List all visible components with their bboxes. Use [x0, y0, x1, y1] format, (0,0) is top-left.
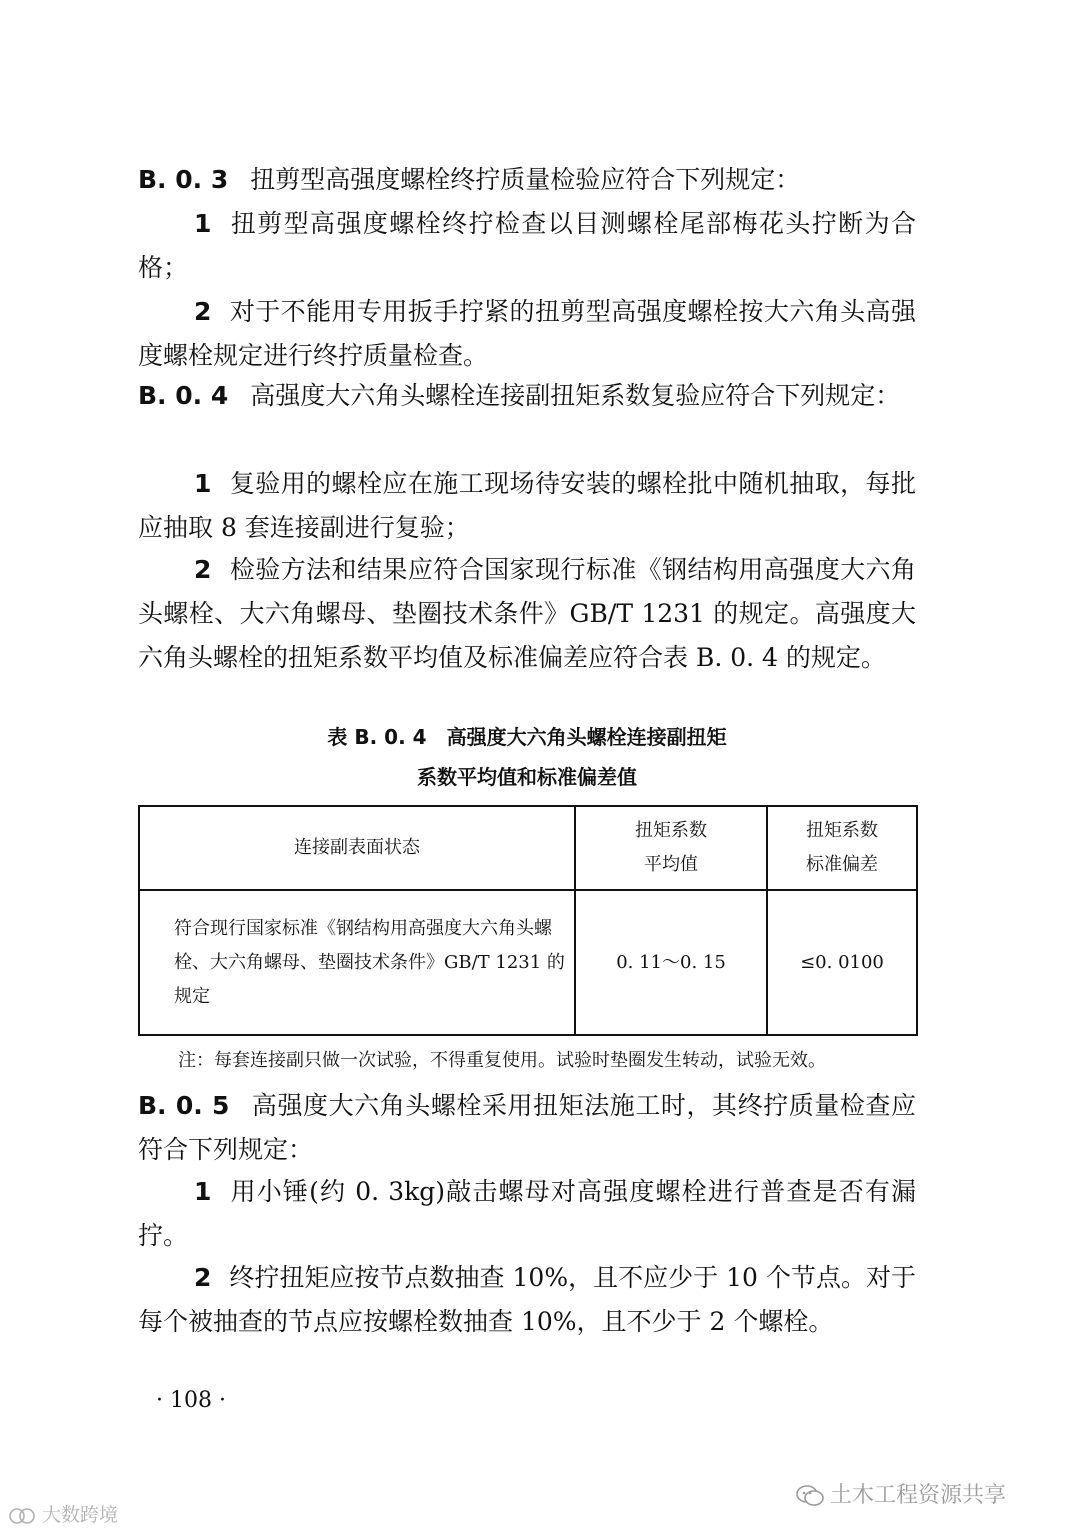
item-text: 扭剪型高强度螺栓终拧检查以目测螺栓尾部梅花头拧断为合格； — [138, 209, 916, 282]
item-text: 复验用的螺栓应在施工现场待安装的螺栓批中随机抽取，每批应抽取 8 套连接副进行复验； — [138, 469, 916, 542]
item-number: 1 — [194, 469, 212, 498]
table-row — [139, 890, 917, 1035]
header-stddev-line-1: 扭矩系数 — [806, 820, 878, 841]
item-number: 1 — [194, 209, 212, 238]
table-caption-line-2: 系数平均值和标准偏差值 — [417, 765, 637, 789]
table-note: 注：每套连接副只做一次试验，不得重复使用。试验时垫圈发生转动，试验无效。 — [178, 1050, 826, 1071]
item-text: 检验方法和结果应符合国家现行标准《钢结构用高强度大六角头螺栓、大六角螺母、垫圈技术条件》GB/T 1231 的规定。高强度大六角头螺栓的扭矩系数平均值及标准偏差应符合表 B. 0. 4 的规定。 — [138, 555, 916, 672]
clause-b05-item-2 — [138, 1256, 916, 1344]
item-number: 2 — [194, 297, 212, 326]
item-text: 对于不能用专用扳手拧紧的扭剪型高强度螺栓按大六角头高强度螺栓规定进行终拧质量检查。 — [138, 297, 916, 370]
watermark-right-text: 土木工程资源共享 — [830, 1483, 1007, 1508]
clause-b05 — [138, 1084, 916, 1172]
clause-label: B. 0. 4 — [138, 381, 229, 410]
clause-text: 高强度大六角头螺栓连接副扭矩系数复验应符合下列规定： — [250, 381, 901, 410]
watermark-logo-icon — [8, 1505, 36, 1527]
clause-b03-item-1 — [138, 202, 916, 290]
cell-stddev: ≤0. 0100 — [767, 890, 917, 1035]
item-text: 用小锤(约 0. 3kg)敲击螺母对高强度螺栓进行普查是否有漏拧。 — [138, 1177, 916, 1250]
table-header-row — [139, 806, 917, 890]
clause-b03 — [138, 158, 916, 202]
torque-coefficient-table — [138, 805, 918, 1036]
clause-label: B. 0. 5 — [138, 1091, 230, 1120]
clause-b03-item-2 — [138, 290, 916, 378]
header-mean-line-1: 扭矩系数 — [635, 820, 707, 841]
clause-b04 — [138, 374, 916, 418]
cell-mean: 0. 11～0. 15 — [575, 890, 767, 1035]
wechat-icon — [796, 1485, 824, 1507]
header-mean — [575, 806, 767, 890]
clause-b04-item-1 — [138, 462, 916, 550]
item-number: 2 — [194, 555, 212, 584]
cell-surface-condition: 符合现行国家标准《钢结构用高强度大六角头螺栓、大六角螺母、垫圈技术条件》GB/T 1231 的规定 — [139, 890, 575, 1035]
clause-text: 扭剪型高强度螺栓终拧质量检验应符合下列规定： — [250, 165, 801, 194]
header-stddev-line-2: 标准偏差 — [806, 854, 878, 875]
header-stddev — [767, 806, 917, 890]
item-number: 2 — [194, 1263, 212, 1292]
header-surface-condition: 连接副表面状态 — [139, 806, 575, 890]
clause-b05-item-1 — [138, 1170, 916, 1258]
header-mean-line-2: 平均值 — [644, 854, 698, 875]
table-caption-line-1: 表 B. 0. 4 高强度大六角头螺栓连接副扭矩 — [327, 725, 727, 749]
watermark-right — [796, 1478, 1006, 1509]
clause-text: 高强度大六角头螺栓采用扭矩法施工时，其终拧质量检查应符合下列规定： — [138, 1091, 916, 1164]
page-number: · 108 · — [156, 1388, 226, 1413]
clause-b04-item-2 — [138, 548, 916, 680]
item-text: 终拧扭矩应按节点数抽查 10%，且不应少于 10 个节点。对于每个被抽查的节点应按螺栓数抽查 10%，且不少于 2 个螺栓。 — [138, 1263, 916, 1336]
watermark-left-text: 大数跨境 — [42, 1504, 119, 1526]
watermark-left — [8, 1500, 118, 1527]
clause-label: B. 0. 3 — [138, 165, 229, 194]
item-number: 1 — [194, 1177, 212, 1206]
